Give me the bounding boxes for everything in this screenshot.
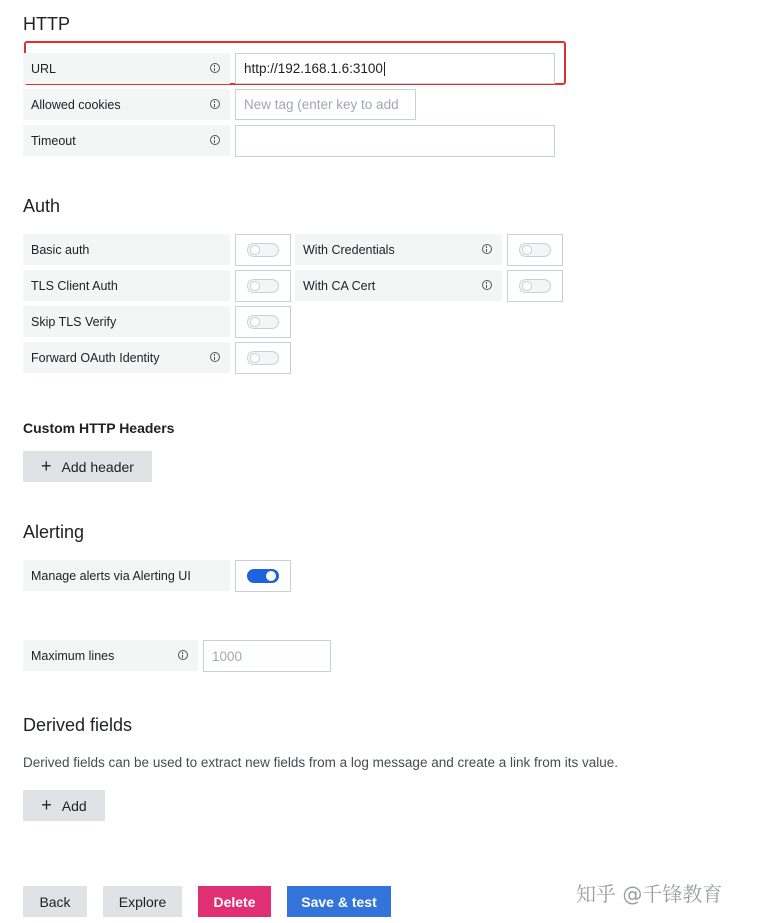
basic-auth-label: Basic auth	[31, 242, 90, 257]
timeout-input[interactable]	[235, 125, 555, 157]
add-header-label: Add header	[61, 458, 134, 475]
toggle-track	[519, 279, 551, 293]
text-caret	[384, 62, 385, 76]
add-header-button[interactable]	[23, 451, 152, 482]
toggle-track	[519, 243, 551, 257]
explore-button[interactable]: Explore	[103, 886, 182, 917]
with-ca-cert-switch[interactable]	[507, 270, 563, 302]
info-icon[interactable]	[210, 63, 220, 73]
add-derived-field-label: Add	[61, 797, 87, 814]
toggle-knob	[250, 317, 260, 327]
tls-client-auth-label: TLS Client Auth	[31, 278, 118, 293]
url-input[interactable]	[235, 53, 555, 84]
with-ca-cert-label: With CA Cert	[303, 278, 376, 293]
max-lines-input[interactable]	[203, 640, 331, 672]
info-icon[interactable]	[210, 135, 220, 145]
toggle-knob	[250, 245, 260, 255]
toggle-knob	[522, 245, 532, 255]
toggle-track	[247, 569, 279, 583]
url-label: URL	[31, 61, 57, 76]
plus-icon: +	[41, 456, 52, 476]
derived-fields-title: Derived fields	[23, 715, 133, 735]
back-button[interactable]: Back	[23, 886, 87, 917]
toggle-track	[247, 279, 279, 293]
toggle-knob	[250, 353, 260, 363]
delete-button[interactable]: Delete	[198, 886, 271, 917]
http-section-title: HTTP	[23, 14, 70, 34]
tls-client-auth-label-box	[23, 270, 230, 301]
derived-fields-description: Derived fields can be used to extract new fields from a log message and create a link from its value.	[23, 755, 619, 770]
manage-alerts-switch[interactable]	[235, 560, 291, 592]
tls-client-auth-switch[interactable]	[235, 270, 291, 302]
custom-headers-title: Custom HTTP Headers	[23, 420, 175, 436]
toggle-knob	[266, 571, 276, 581]
max-lines-label-box	[23, 640, 198, 671]
allowed-cookies-label: Allowed cookies	[31, 97, 121, 112]
toggle-track	[247, 351, 279, 365]
manage-alerts-label: Manage alerts via Alerting UI	[31, 568, 191, 583]
skip-tls-verify-label-box	[23, 306, 230, 337]
save-test-button[interactable]: Save & test	[287, 886, 391, 917]
with-credentials-label-box	[295, 234, 502, 265]
with-credentials-label: With Credentials	[303, 242, 395, 257]
basic-auth-label-box	[23, 234, 230, 265]
skip-tls-verify-switch[interactable]	[235, 306, 291, 338]
info-icon[interactable]	[482, 244, 492, 254]
skip-tls-verify-label: Skip TLS Verify	[31, 314, 117, 329]
max-lines-label: Maximum lines	[31, 648, 115, 663]
forward-oauth-label: Forward OAuth Identity	[31, 350, 160, 365]
forward-oauth-switch[interactable]	[235, 342, 291, 374]
forward-oauth-label-box	[23, 342, 230, 373]
url-input-value: http://192.168.1.6:3100	[244, 61, 383, 76]
with-ca-cert-label-box	[295, 270, 502, 301]
info-icon[interactable]	[210, 352, 220, 362]
add-derived-field-button[interactable]	[23, 790, 105, 821]
auth-section-title: Auth	[23, 196, 61, 216]
allowed-cookies-placeholder: New tag (enter key to add	[244, 97, 399, 112]
manage-alerts-label-box	[23, 560, 230, 591]
alerting-section-title: Alerting	[23, 522, 85, 542]
toggle-knob	[250, 281, 260, 291]
timeout-label-box	[23, 125, 230, 156]
timeout-label: Timeout	[31, 133, 76, 148]
plus-icon: +	[41, 795, 52, 815]
toggle-track	[247, 315, 279, 329]
allowed-cookies-label-box	[23, 89, 230, 120]
info-icon[interactable]	[178, 650, 188, 660]
allowed-cookies-input[interactable]	[235, 89, 416, 120]
info-icon[interactable]	[482, 280, 492, 290]
info-icon[interactable]	[210, 99, 220, 109]
basic-auth-switch[interactable]	[235, 234, 291, 266]
toggle-knob	[522, 281, 532, 291]
watermark-text: 知乎 @千锋教育	[576, 882, 723, 906]
max-lines-placeholder: 1000	[212, 648, 243, 664]
url-label-box	[23, 53, 230, 84]
with-credentials-switch[interactable]	[507, 234, 563, 266]
toggle-track	[247, 243, 279, 257]
